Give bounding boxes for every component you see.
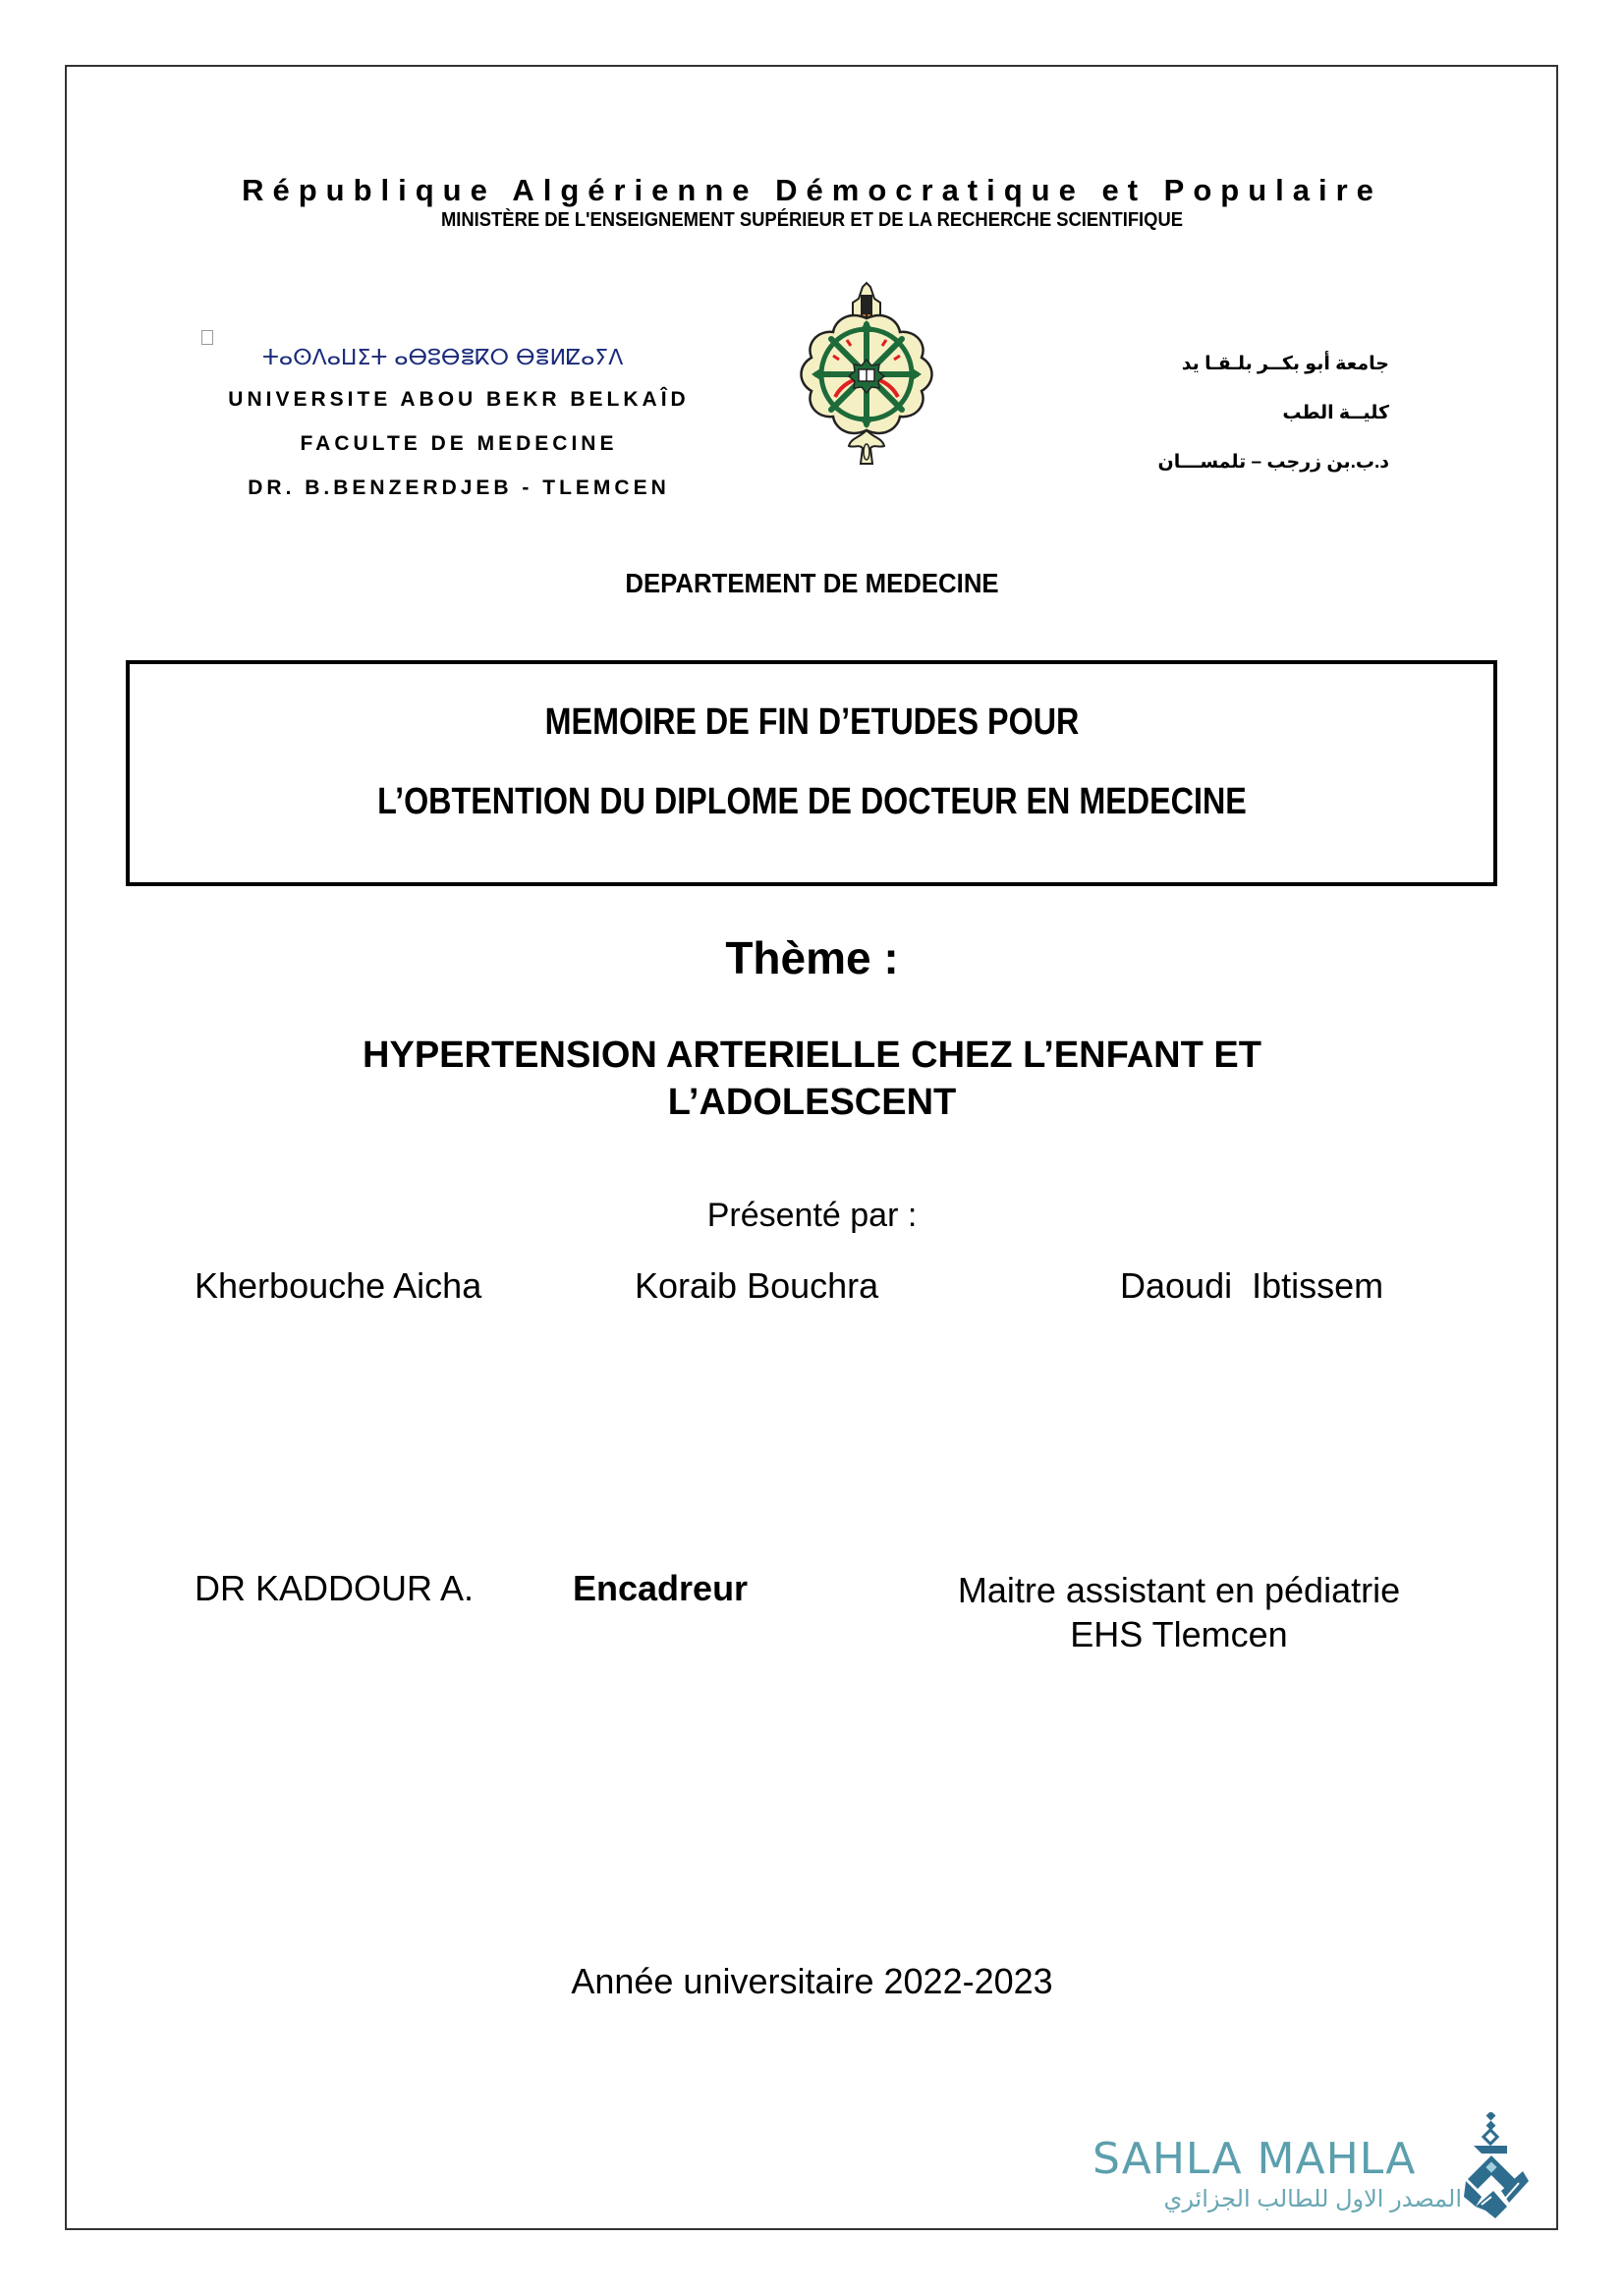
sahla-mahla-watermark <box>1089 2128 1521 2216</box>
university-name-arabic: جامعة أبو بكــر بلـقـا يد <box>1181 354 1389 374</box>
theme-label: Thème : <box>725 932 899 983</box>
supervisor-title <box>924 1568 1434 1656</box>
university-right-block <box>1140 340 1389 487</box>
thesis-title <box>246 1032 1378 1126</box>
sahla-mahla-logo-icon <box>1462 2112 1531 2222</box>
university-emblem-icon <box>794 281 939 468</box>
republic-title: République Algérienne Démocratique et Populaire <box>242 173 1382 207</box>
supervisor-role: Encadreur <box>573 1568 749 1608</box>
author-name: Daoudi Ibtissem <box>1120 1265 1384 1306</box>
ministry-title: MINISTÈRE DE L'ENSEIGNEMENT SUPÉRIEUR ET DE LA RECHERCHE SCIENTIFIQUE <box>440 209 1184 231</box>
author-name: Koraib Bouchra <box>635 1265 879 1306</box>
author-name: Kherbouche Aicha <box>195 1265 482 1306</box>
supervisor-title-line1: Maitre assistant en pédiatrie <box>957 1570 1401 1610</box>
university-name: UNIVERSITE ABOU BEKR BELKAÎD <box>228 388 690 411</box>
faculty-location-arabic: د.ب.بن زرجب – تلمســـان <box>1157 452 1389 473</box>
watermark-brand: SAHLA MAHLA <box>1092 2134 1417 2184</box>
memoire-title-line1: MEMOIRE DE FIN D’ETUDES POUR <box>544 701 1080 743</box>
supervisor-name: DR KADDOUR A. <box>195 1568 475 1608</box>
academic-year: Année universitaire 2022-2023 <box>571 1961 1053 2001</box>
watermark-tagline: المصدر الاول للطالب الجزائري <box>1163 2186 1462 2212</box>
tifinagh-university-name: ⵜⴰⵙⴷⴰⵡⵉⵜ ⴰⴱⵓⴱⴻⴽⵔ ⴱⴻⵍⵇⴰⵢⴷ <box>262 346 624 370</box>
supervisor-title-line2: EHS Tlemcen <box>1070 1614 1288 1654</box>
faculty-location: DR. B.BENZERDJEB - TLEMCEN <box>248 476 670 499</box>
faculty-name: FACULTE DE MEDECINE <box>300 432 618 455</box>
memoire-box <box>126 660 1497 886</box>
thesis-title-line2: L’ADOLESCENT <box>667 1082 957 1123</box>
university-left-block <box>218 377 700 510</box>
memoire-title-line2: L’OBTENTION DU DIPLOME DE DOCTEUR EN MEDECINE <box>377 781 1247 822</box>
faculty-name-arabic: كليــة الطب <box>1282 403 1389 423</box>
department-title: DEPARTEMENT DE MEDECINE <box>625 568 999 598</box>
missing-image-placeholder-icon <box>201 330 213 345</box>
thesis-title-line1: HYPERTENSION ARTERIELLE CHEZ L’ENFANT ET <box>363 1035 1261 1076</box>
presented-by-label: Présenté par : <box>706 1197 918 1234</box>
